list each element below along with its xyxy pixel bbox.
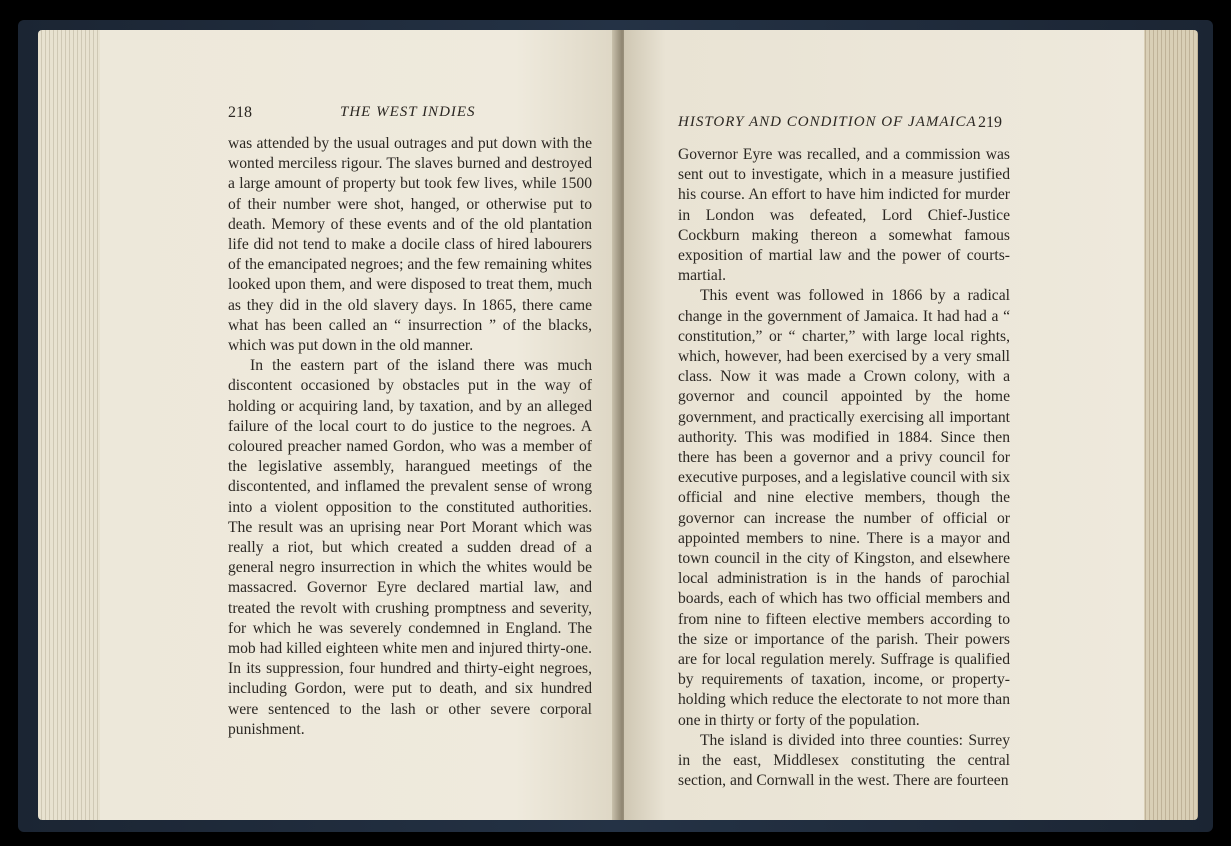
paragraph: The island is divided into three counties: Surrey in the east, Middlesex constituting the central section, and Cornwall in the west. There are fourteen (678, 731, 1010, 790)
left-page (100, 30, 620, 820)
paragraph: Governor Eyre was recalled, and a commission was sent out to investigate, which in a measure justified his course. An effort to have him indicted for murder in London was defeated, Lord Chief-Justice Cockburn making thereon a somewhat famous exposition of martial law and the power of courts-martial. (678, 146, 1010, 285)
running-head-right: HISTORY AND CONDITION OF JAMAICA (678, 114, 977, 130)
page-number-left: 218 (228, 104, 252, 121)
paragraph: In the eastern part of the island there was much discontent occasioned by obstacles put in the way of holding or acquiring land, by taxation, and by an alleged failure of the local court to do justice to the negroes. A coloured preacher named Gordon, who was a member of the legislative assembly, harangued meetings of the discontented, and inflamed the prevalent sense of wrong into a violent opposition to the constituted authorities. The result was an uprising near Port Morant which was really a riot, but which created a sudden dread of a general negro insurrection in which the whites would be massacred. Governor Eyre declared martial law, and treated the revolt with crushing promptness and severity, for which he was severely condemned in England. The mob had killed eighteen white men and injured thirty-one. In its suppression, four hundred and thirty-eight negroes, including Gordon, were put to death, and six hundred were sentenced to the lash or other severe corporal punishment. (228, 357, 592, 738)
right-page-body (678, 145, 1010, 792)
left-page-body (228, 134, 592, 740)
paragraph: was attended by the usual outrages and put down with the wonted merciless rigour. The slaves burned and destroyed a large amount of property but took few lives, while 1500 of their number were shot, hanged, or otherwise put to death. Memory of these events and of the old plantation life did not tend to make a docile class of hired labourers of the emancipated negroes; and the few remaining whites looked upon them, and were disposed to treat them, much as they did in the old slavery days. In 1865, there came what has been called an “ insurrection ” of the blacks, which was put down in the old manner. (228, 135, 592, 355)
page-number-right: 219 (978, 114, 1002, 131)
running-head-left: THE WEST INDIES (340, 104, 476, 120)
right-page (624, 30, 1144, 820)
paragraph: This event was followed in 1866 by a radical change in the government of Jamaica. It had had a “ constitution,” or “ charter,” with large local rights, which, however, had been exercised by a very small class. Now it was made a Crown colony, with a governor and council appointed by the home government, and practically exercising all important authority. This was modified in 1884. Since then there has been a governor and a privy council for executive purposes, and a legislative council with six official and nine elective members, though the governor can increase the number of official or appointed members to nine. There is a mayor and town council in the city of Kingston, and elsewhere local administration is in the hands of parochial boards, each of which has two official members and from nine to fifteen elective members according to the size or importance of the parish. Their powers are for local regulation merely. Suffrage is qualified by requirements of taxation, income, or property-holding which reduce the electorate to not more than one in thirty or forty of the population. (678, 287, 1010, 729)
